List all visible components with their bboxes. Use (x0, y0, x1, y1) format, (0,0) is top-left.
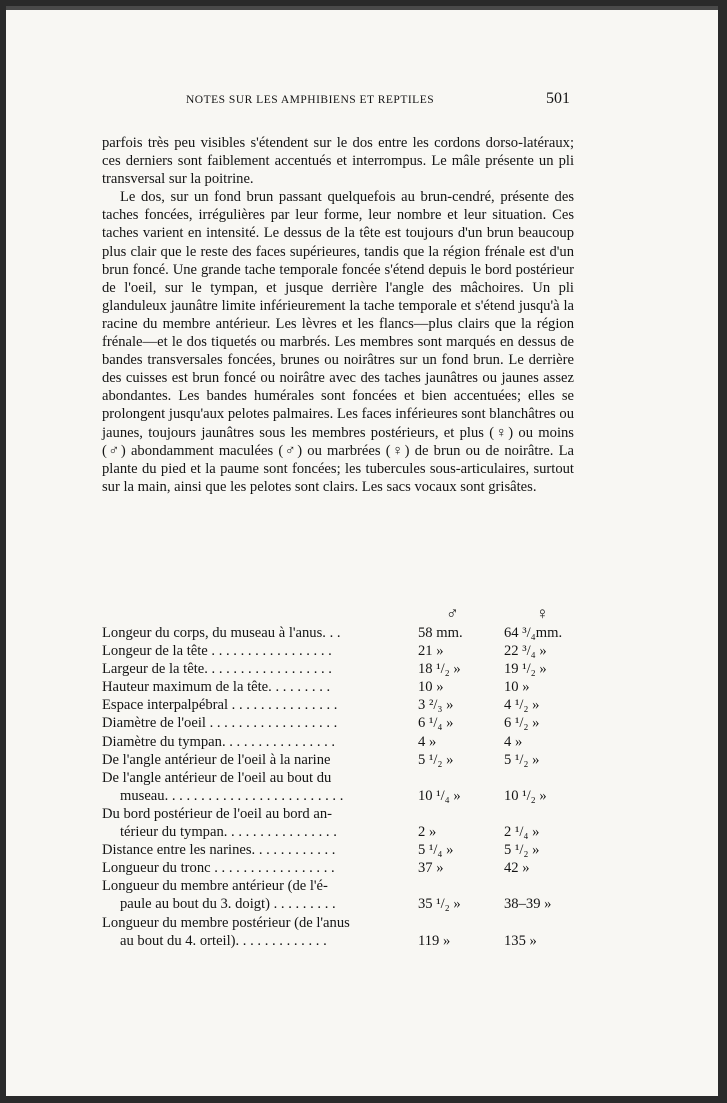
measurement-row (102, 751, 592, 769)
measurement-row (102, 733, 592, 751)
male-value: 3 ²/₃ » (418, 697, 454, 714)
measurement-label-line: Longeur de la tête . . . . . . . . . . . . . . . . . (102, 643, 332, 660)
measurement-label (102, 660, 402, 678)
measurement-row (102, 805, 592, 841)
measurement-label (102, 696, 402, 714)
measurement-label-line: Longueur du tronc . . . . . . . . . . . . . . . . . (102, 860, 335, 877)
page-edge (6, 6, 718, 10)
measurement-label-line: paule au bout du 3. doigt) . . . . . . . . . (120, 896, 336, 913)
male-value: 10 » (418, 679, 444, 696)
female-value: 42 » (504, 860, 530, 877)
paragraph: parfois très peu visibles s'étendent sur le dos entre les cordons dorso-latéraux; ces derniers sont faiblement accentués et interrompus. Le mâle présente un pli transversal sur la poitrine. (102, 135, 574, 188)
measurement-label-line: au bout du 4. orteil). . . . . . . . . . . . . (120, 932, 327, 949)
female-value: 10 » (504, 679, 530, 696)
measurement-label-line: De l'angle antérieur de l'oeil au bout du (102, 769, 332, 786)
measurement-label-line: Longueur du membre antérieur (de l'é- (102, 878, 328, 895)
measurement-row (102, 841, 592, 859)
measurement-row (102, 642, 592, 660)
measurement-row (102, 660, 592, 678)
measurement-label-line: térieur du tympan. . . . . . . . . . . . . . . . (120, 824, 337, 841)
measurement-label-line: Largeur de la tête. . . . . . . . . . . . . . . . . . (102, 661, 332, 678)
male-value: 2 » (418, 824, 437, 841)
male-value: 35 ¹/₂ » (418, 896, 461, 913)
female-value: 38–39 » (504, 896, 552, 913)
measurement-row (102, 624, 592, 642)
male-value: 18 ¹/₂ » (418, 661, 461, 678)
measurement-label-line: Diamètre du tympan. . . . . . . . . . . . . . . . (102, 733, 336, 750)
male-value: 21 » (418, 643, 444, 660)
measurement-row (102, 769, 592, 805)
female-value: 4 ¹/₂ » (504, 697, 540, 714)
male-value: 6 ¹/₄ » (418, 715, 454, 732)
measurement-label (102, 624, 402, 642)
measurements-table (102, 604, 592, 950)
measurement-label-line: Diamètre de l'oeil . . . . . . . . . . . . . . . . . . (102, 715, 338, 732)
measurement-label (102, 751, 402, 769)
male-value: 119 » (418, 932, 451, 949)
measurement-row (102, 859, 592, 877)
female-value: 135 » (504, 932, 537, 949)
female-value: 5 ¹/₂ » (504, 842, 540, 859)
running-title: NOTES SUR LES AMPHIBIENS ET REPTILES (186, 94, 435, 106)
measurement-label-line: De l'angle antérieur de l'oeil à la narine (102, 751, 331, 768)
female-value: 64 ³/₄mm. (504, 625, 563, 641)
measurement-label-line: Longeur du corps, du museau à l'anus. . . (102, 625, 341, 641)
measurement-row (102, 914, 592, 950)
female-value: 5 ¹/₂ » (504, 751, 540, 768)
document-page (6, 6, 718, 1096)
measurement-label-line: Longueur du membre postérieur (de l'anus (102, 914, 350, 931)
male-value: 37 » (418, 860, 444, 877)
female-value: 22 ³/₄ » (504, 643, 547, 660)
measurement-label-line: museau. . . . . . . . . . . . . . . . . . . . . . . . . (120, 787, 344, 804)
measurement-label (102, 733, 402, 751)
male-value: 5 ¹/₄ » (418, 842, 454, 859)
measurement-label-line: Distance entre les narines. . . . . . . . . . . . (102, 842, 336, 859)
measurement-label (102, 714, 402, 732)
measurement-label-line: Espace interpalpébral . . . . . . . . . . . . . . . (102, 697, 338, 714)
measurement-label (102, 841, 402, 859)
male-value: 4 » (418, 733, 437, 750)
male-value: 10 ¹/₄ » (418, 787, 461, 804)
measurement-label (102, 678, 402, 696)
measurement-label (102, 877, 402, 913)
body-text (102, 134, 574, 496)
sex-header (102, 604, 592, 624)
page-number: 501 (546, 90, 570, 107)
measurement-row (102, 714, 592, 732)
male-symbol: ♂ (446, 604, 459, 623)
female-symbol: ♀ (536, 604, 549, 623)
measurement-label-line: Du bord postérieur de l'oeil au bord an- (102, 805, 332, 822)
measurement-label (102, 914, 402, 950)
female-value: 19 ¹/₂ » (504, 661, 547, 678)
measurement-label (102, 805, 402, 841)
measurement-row (102, 678, 592, 696)
measurement-label (102, 859, 402, 877)
measurement-row (102, 877, 592, 913)
female-value: 4 » (504, 733, 523, 750)
female-value: 6 ¹/₂ » (504, 715, 540, 732)
male-value: 5 ¹/₂ » (418, 751, 454, 768)
female-value: 2 ¹/₄ » (504, 824, 540, 841)
measurement-label-line: Hauteur maximum de la tête. . . . . . . . . (102, 679, 331, 696)
male-value: 58 mm. (418, 625, 463, 641)
measurement-row (102, 696, 592, 714)
measurement-label (102, 769, 402, 805)
paragraph: Le dos, sur un fond brun passant quelquefois au brun-cendré, présente des taches foncées, irrégulières par leur forme, leur nombre et leur situation. Ces taches varient en intensité. Le dessus de la tête est toujours d'un brun beaucoup plus clair que le reste des faces supérieures, tandis que la région frénale est d'un brun foncé. Une grande tache temporale foncée s'étend depuis le bord postérieur de l'oeil, sur le tympan, et jusque derrière l'angle des mâchoires. Un pli glanduleux jaunâtre limite inférieurement la tache temporale et s'étend jusqu'à la racine du membre antérieur. Les lèvres et les flancs—plus clairs que la région frénale—et le dos tiquetés ou marbrés. Les membres sont marqués en dessus de bandes transversales foncées, brunes ou noirâtres sur un fond brun. Le derrière des cuisses est brun foncé ou noirâtre avec des taches jaunâtres ou jaunes assez abondantes. Les bandes humérales sont foncées et bien accentuées; elles se prolongent jusqu'aux pelotes palmaires. Les faces inférieures sont blanchâtres ou jaunes, toujours jaunâtres sous les membres postérieurs, et plus (♀) ou moins (♂) abondamment maculées (♂) ou marbrées (♀) de brun ou de noirâtre. La plante du pied et la paume sont foncées; les tubercules sous-articulaires, surtout sur la main, ainsi que les pelotes sont clairs. Les sacs vocaux sont grisâtes. (102, 189, 574, 495)
female-value: 10 ¹/₂ » (504, 787, 547, 804)
measurement-label (102, 642, 402, 660)
